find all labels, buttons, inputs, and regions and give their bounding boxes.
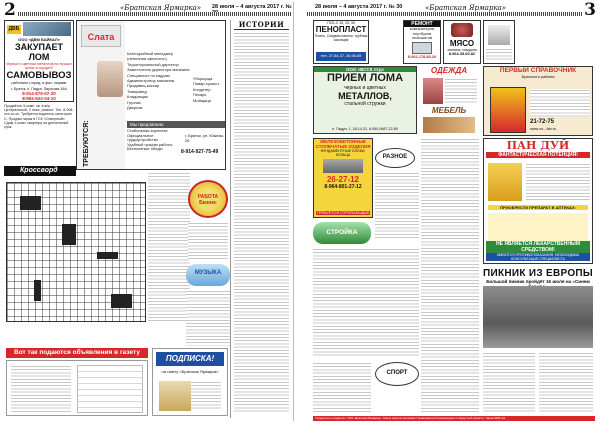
vacancies-label: ТРЕБУЮТСЯ: — [83, 120, 90, 167]
headline-buy-scrap: ЗАКУПАЕТ ЛОМ — [15, 42, 63, 62]
ad-clothes — [419, 66, 479, 106]
job-item: Специалист по кадрам — [127, 72, 170, 78]
directory-site: www.xn---btv.ru — [530, 127, 557, 131]
ad-rabota — [188, 180, 228, 218]
scrap-sub: черных и цветных — [344, 85, 386, 91]
subline-scrap: чёрных и цветных металлов на лучших ценах в городе!!! — [6, 62, 72, 70]
pan-dui-title: ПАН ДУЙ — [506, 139, 570, 152]
ad-furniture — [419, 106, 479, 136]
penoplast-phone: тел. 27-84-37, 26-98-65 — [316, 52, 366, 61]
stories-column — [230, 20, 292, 418]
concrete-footer: ТРЕБУЕТСЯ СТРОПАЛЬЩИК — [316, 211, 370, 215]
ad-metal-scrap-2 — [313, 66, 417, 134]
job-item: Грузчик — [127, 99, 141, 105]
article-picnic — [483, 268, 593, 414]
penoplast-line: Плиты, Сэндвич-панели, трубная изоляция — [314, 34, 368, 42]
ad-construction-badge — [313, 222, 371, 244]
concrete-title: ЖЕЛЕЗОБЕТОННЫЕ СТОЛБЧАТЫЕ ИЗДЕЛИЯ — [315, 139, 371, 149]
scrap-sub-2: стальной стружки — [344, 101, 386, 107]
paper-title-left: «Братская Ярмарка» — [120, 4, 202, 12]
benefit-item: Официальное трудоустройство — [127, 132, 158, 143]
job-item: Категорийный менеджер (неполная занятость) — [127, 51, 173, 62]
job-item: Пекарь — [193, 92, 207, 98]
company-name: ООО «ДВМ БАЙКАЛ» — [18, 37, 60, 42]
job-item: Мойщица — [193, 97, 211, 103]
imprint-footer: Учредитель и издатель: ООО «Братская Ярмарка». Газета зарегистрирована Управлением Роскомнадзора по Иркутской области. Тираж 5000 экз. — [313, 416, 595, 421]
ad-concrete — [313, 138, 373, 218]
benefit-item: Удобный график работы — [127, 141, 173, 147]
repair-title: РЕМОНТ — [404, 21, 440, 27]
job-item: Повар-сушист — [193, 81, 220, 87]
ad-subscription — [152, 348, 228, 416]
pan-dui-buy-title: ПРИОБРЕСТИ ПРЕПАРАТ В АПТЕКАХ: — [488, 205, 588, 210]
repair-phone: 8-902-178-85-20 — [407, 54, 437, 59]
job-item: Кондитер — [193, 86, 211, 92]
slata-logo: Слата — [81, 25, 121, 47]
paper-title-right: «Братская Ярмарка» — [425, 4, 507, 12]
crossword-heading: Кроссворд — [4, 166, 76, 176]
subscription-sub: на газету «Братская Ярмарка» — [161, 369, 219, 374]
penoplast-grade: ПСБ-С 15, 25, 35 — [327, 21, 355, 25]
penoplast-title: ПЕНОПЛАСТ — [315, 25, 367, 34]
construction-ads — [313, 248, 419, 358]
pan-dui-sub: ФАНТАСТИЧЕСКАЯ ПОТЕНЦИЯ! — [486, 152, 590, 158]
job-item: Дворник — [127, 105, 143, 111]
benefit-item: Бесплатные обеды — [127, 146, 163, 152]
directory-phone: 21-72-75 — [530, 119, 555, 125]
subscription-title: ПОДПИСКА! — [156, 352, 224, 366]
classifieds-column — [421, 138, 479, 414]
ad-repair — [403, 20, 441, 64]
job-item: Заместитель директора магазина — [127, 67, 190, 73]
directory-book-image — [490, 87, 526, 133]
meat-sub: свинина, говядина — [447, 48, 477, 52]
staff-photo — [97, 61, 123, 97]
meat-phone: 8-964-35-60-82 — [448, 52, 476, 56]
ad-metal-scrap — [4, 20, 74, 102]
left-page-header — [2, 2, 293, 20]
right-page-header — [305, 2, 598, 20]
job-item: Кладовщик — [127, 94, 148, 100]
page-number-left: 2 — [4, 2, 16, 20]
scrap-address: п. Падун, 1, 28-14-31, 8-950-0687-22-89 — [332, 127, 398, 131]
job-item: Товаровед — [127, 88, 147, 94]
subline-pickup: работаем с юрид. и физ. лицами — [11, 81, 67, 85]
rabota-text — [188, 222, 228, 260]
ad-submission-form — [6, 360, 148, 416]
left-page — [2, 2, 294, 421]
concrete-phone: 26-27-12 — [326, 175, 360, 184]
stories-title: ИСТОРИИ — [234, 20, 289, 30]
headline-pickup: САМОВЫВОЗ — [6, 70, 72, 81]
ad-slata — [76, 20, 226, 170]
concrete-phone-2: 8-964-801-27-12 — [324, 184, 362, 190]
ad-misc-badge — [375, 148, 415, 168]
ad-pan-dui — [483, 138, 593, 264]
benefits-title: Мы предлагаем: — [127, 121, 225, 128]
muzyka-text — [186, 290, 230, 346]
product-box-image — [488, 163, 522, 201]
directory-title: ПЕРВЫЙ СПРАВОЧНИК — [499, 67, 577, 74]
job-item: Администратор магазина — [127, 78, 174, 84]
rabota-label: РАБОТА Бизнес — [197, 194, 219, 206]
job-item: Продавец-кассир — [127, 83, 160, 89]
ad-phone: 8-914-875-07-20 — [22, 91, 56, 96]
crossword-shaded-cells — [6, 182, 146, 322]
company-logo: ДВБ — [8, 25, 20, 32]
ad-address: г. Братск, п. Падун, Пирогова 16А — [11, 87, 67, 91]
slata-side — [77, 21, 125, 170]
ad-submission-banner: Вот так подаются объявления в газету — [6, 348, 148, 358]
ad-penoplast — [313, 20, 369, 64]
sport-label: СПОРТ — [386, 370, 408, 376]
issue-date-left: 28 июля – 4 августа 2017 г. № — [212, 4, 292, 10]
job-item: Территориальный директор — [127, 61, 179, 67]
pan-dui-warning: НЕ ЯВЛЯЕТСЯ ЛЕКАРСТВЕННЫМ СРЕДСТВОМ! — [486, 241, 590, 253]
construction-label: СТРОЙКА — [326, 229, 358, 236]
repair-line: компьютеров — [409, 26, 435, 31]
concrete-sub: ФУНДАМЕНТНЫЕ БЛОКИ, КОЛЬЦА — [320, 149, 366, 157]
job-item: Уборщица — [193, 76, 213, 81]
right-page — [305, 2, 598, 421]
scrap-headline: ПРИЕМ ЛОМА — [326, 72, 404, 84]
article-title: ПИКНИК ИЗ ЕВРОПЫ — [483, 268, 593, 279]
ad-small-top — [483, 20, 515, 64]
meat-image — [451, 23, 473, 37]
laptop-icon — [412, 42, 432, 54]
directory-sub: Братского района — [521, 74, 555, 79]
ad-meat — [443, 20, 481, 64]
benefit-item: Стабильная зарплата — [127, 128, 168, 133]
scrap-company: ООО «ВССК лтд» — [314, 67, 416, 72]
header-rule — [18, 12, 291, 16]
article-photo — [483, 286, 593, 348]
crossword-clues — [148, 172, 190, 322]
repair-line: ноутбуков — [412, 30, 432, 36]
pan-dui-warning-2: ИМЕЮТСЯ ПРОТИВОПОКАЗАНИЯ, НЕОБХОДИМА КОНСУЛЬТАЦИЯ СПЕЦИАЛИСТА — [486, 253, 590, 261]
misc-ads — [375, 172, 419, 238]
jobs-list-left — [127, 51, 191, 110]
ad-directory — [483, 66, 593, 136]
slata-phone: 8-914-927-75-49 — [181, 149, 219, 155]
page-number-right: 3 — [584, 2, 596, 20]
jobs-list-right — [193, 76, 225, 103]
article-subtitle: Большой пикник пройдёт 16 июля на «Синем — [486, 279, 590, 284]
header-rule — [307, 12, 582, 16]
furniture-title: МЕБЕЛЬ — [431, 106, 467, 115]
ad-phone-2: 8-952-622-04-10 — [22, 96, 56, 101]
ad-sport-badge — [375, 362, 419, 386]
meat-title: МЯСО — [449, 39, 475, 48]
repair-line: планшетов — [411, 35, 433, 41]
excavator-image — [23, 22, 71, 36]
ad-muzyka — [186, 264, 230, 286]
misc-label: РАЗНОЕ — [382, 154, 408, 160]
small-ads-column: Продаётся 3-комн. кв. в ж/р Центральный, 2 этаж, ремонт. Тел. 8-908-xxx-xx-xx. Требуется водитель категории С. Продам гараж в ГСК «Северный». Сдам 1-комн. квартиру на длительный срок. — [4, 104, 74, 130]
clothes-title: ОДЕЖДА — [430, 66, 468, 75]
scrap-headline-2: МЕТАЛЛОВ, — [338, 91, 392, 101]
sport-ads — [313, 362, 371, 414]
benefits-list — [127, 129, 183, 152]
issue-date-right: 28 июля – 4 августа 2017 г. № 30 — [315, 4, 403, 10]
slata-contact: г. Братск, ул. Южная, 26 — [185, 133, 224, 143]
muzyka-label: МУЗЫКА — [194, 270, 222, 276]
